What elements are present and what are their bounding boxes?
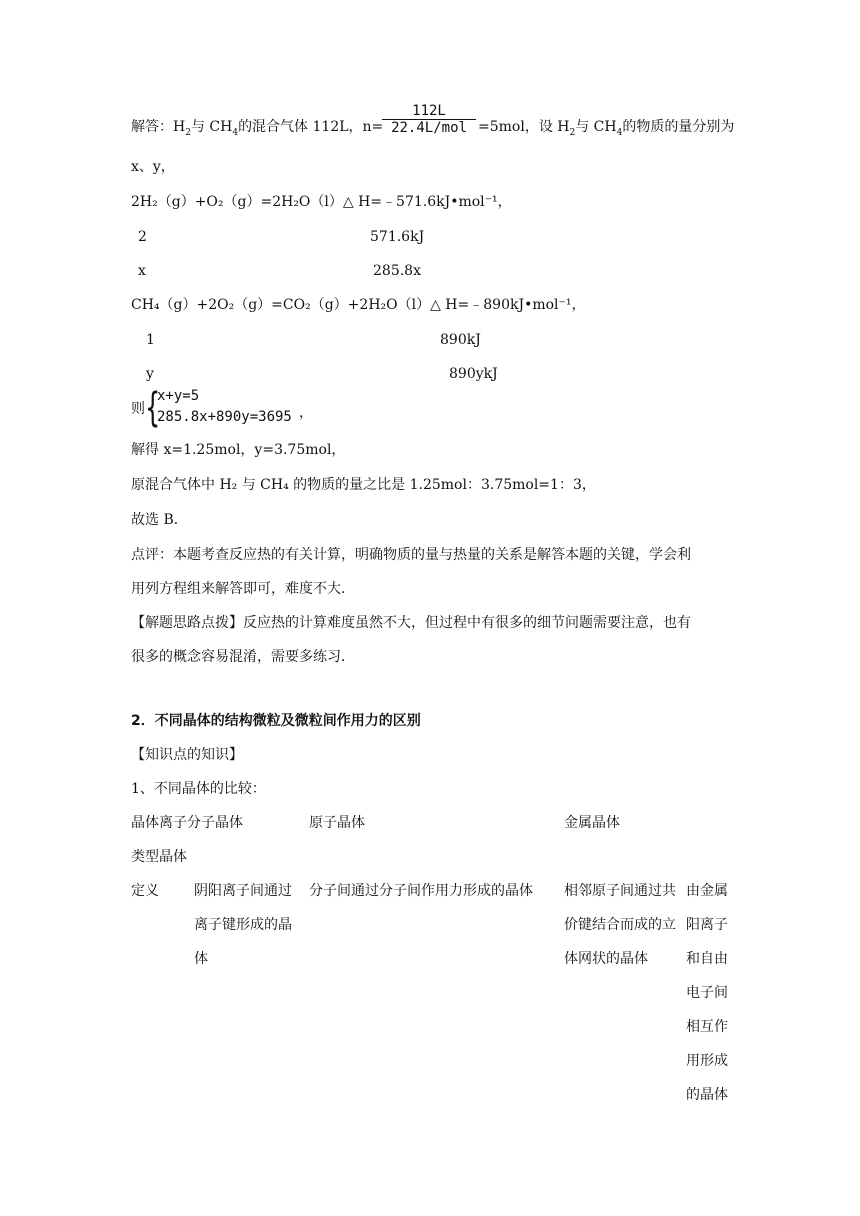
metallic-def-1: 由金属 xyxy=(686,883,728,899)
metallic-def-4: 电子间 xyxy=(686,985,728,1001)
choice-line: 故选 B． xyxy=(131,512,188,528)
eq2-row2-left: y xyxy=(146,366,154,382)
knowledge-label: 【知识点的知识】 xyxy=(131,747,243,763)
metallic-def-7: 的晶体 xyxy=(686,1087,728,1103)
solution-line-2: x、y， xyxy=(131,159,175,175)
eq2-row1-right: 890kJ xyxy=(440,332,481,348)
system-comma: ， xyxy=(299,405,313,421)
result-line: 解得 x=1.25mol，y=3.75mol， xyxy=(131,442,346,458)
ratio-line: 原混合气体中 H₂ 与 CH₄ 的物质的量之比是 1.25mol：3.75mol=1：3， xyxy=(131,477,596,493)
compare-title: 1、不同晶体的比较： xyxy=(131,781,266,797)
equation-2: CH₄（g）+2O₂（g）=CO₂（g）+2H₂O（l）△ H=﹣890kJ•mol⁻¹， xyxy=(131,297,586,313)
eq2-row1-left: 1 xyxy=(146,332,155,348)
eq1-row2-left: x xyxy=(138,263,146,279)
system-line-1: x+y=5 xyxy=(157,388,200,404)
table-row-label: 定义 xyxy=(131,883,159,899)
molecular-def: 分子间通过分子间作用力形成的晶体 xyxy=(309,883,533,899)
system-line-2: 285.8x+890y=3695 xyxy=(157,409,292,425)
tip-line-2: 很多的概念容易混淆，需要多练习． xyxy=(131,649,355,665)
ionic-def-3: 体 xyxy=(194,951,208,967)
eq1-row1-left: 2 xyxy=(138,229,147,245)
system-brace: { xyxy=(145,385,161,431)
table-head-col1-line2: 类型晶体 xyxy=(131,849,187,865)
eq1-row1-right: 571.6kJ xyxy=(370,229,425,245)
fraction-numerator: 112L xyxy=(412,103,446,119)
atomic-def-2: 价键结合而成的立 xyxy=(564,917,676,933)
table-head-col1: 晶体离子分子晶体 xyxy=(131,815,243,831)
metallic-def-6: 用形成 xyxy=(686,1053,728,1069)
table-head-col2: 原子晶体 xyxy=(309,815,365,831)
comment-line-2: 用列方程组来解答即可，难度不大． xyxy=(131,581,355,597)
fraction-denominator: 22.4L/mol xyxy=(391,120,467,136)
tip-line-1: 【解题思路点拨】反应热的计算难度虽然不大，但过程中有很多的细节问题需要注意，也有 xyxy=(131,615,691,631)
atomic-def-1: 相邻原子间通过共 xyxy=(564,883,676,899)
eq1-row2-right: 285.8x xyxy=(373,263,421,279)
then-label: 则 xyxy=(131,401,145,417)
solution-line-1-end: =5mol，设 $H_2$与 $CH_4$的物质的量分别为 xyxy=(478,119,735,138)
metallic-def-2: 阳离子 xyxy=(686,917,728,933)
section-heading: 2．不同晶体的结构微粒及微粒间作用力的区别 xyxy=(131,713,421,729)
equation-system xyxy=(157,386,292,428)
ionic-def-2: 离子键形成的晶 xyxy=(194,917,292,933)
ionic-def-1: 阴阳离子间通过 xyxy=(194,883,292,899)
table-head-col3: 金属晶体 xyxy=(564,815,620,831)
metallic-def-3: 和自由 xyxy=(686,951,728,967)
molar-fraction xyxy=(382,103,476,136)
comment-line-1: 点评：本题考查反应热的有关计算，明确物质的量与热量的关系是解答本题的关键，学会利 xyxy=(131,547,691,563)
equation-1: 2H₂（g）+O₂（g）=2H₂O（l）△ H=﹣571.6kJ•mol⁻¹， xyxy=(131,194,512,210)
eq2-row2-right: 890ykJ xyxy=(449,366,498,382)
metallic-def-5: 相互作 xyxy=(686,1019,728,1035)
atomic-def-3: 体网状的晶体 xyxy=(564,951,648,967)
solution-line-1: 解答：$H_2$与 $CH_4$的混合气体 112L，n= xyxy=(131,119,384,138)
